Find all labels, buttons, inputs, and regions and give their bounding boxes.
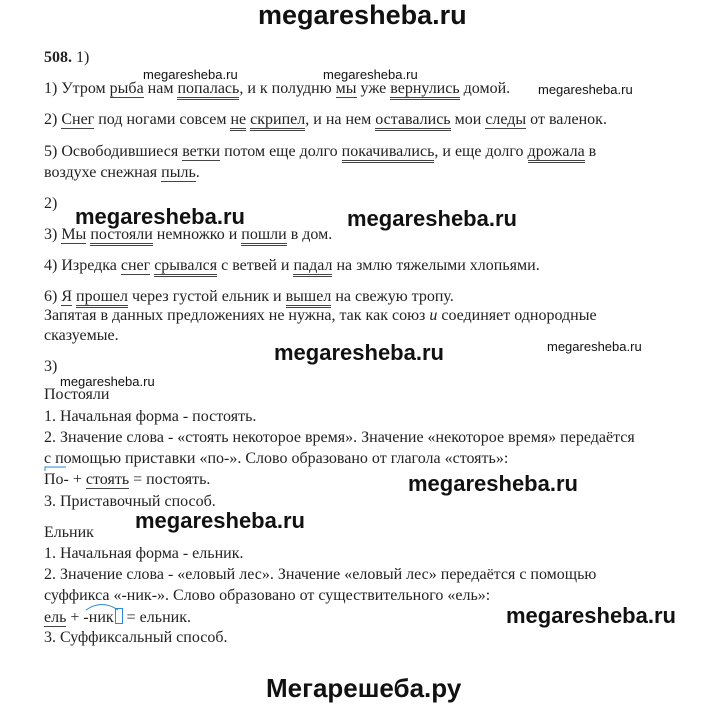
watermark-big-5: megaresheba.ru [135,508,305,533]
word-1-formula: По- + стоять = постоять. [44,471,211,488]
sentence-2: 2) Снег под ногами совсем не скрипел, и на нем оставались мои следы от валенок. [44,111,607,129]
ending-box-icon [115,608,123,624]
subject: Я [61,288,72,305]
watermark-big-6: megaresheba.ru [506,603,676,628]
word-2-line-3: суффикса «-ник-». Слово образовано от существительного «ель»: [44,587,491,604]
sentence-5: 5) Освободившиеся ветки потом еще долго покачивались, и еще долго дрожала в [44,143,596,161]
watermark-small-3: megaresheba.ru [538,82,633,97]
note-line-2: сказуемые. [44,327,119,344]
word-2-line-1: 1. Начальная форма - ельник. [44,545,244,562]
subject: ветки [182,143,221,160]
watermark-small-1: megaresheba.ru [143,67,238,82]
predicate: срывался [154,257,217,277]
predicate: вышел [286,288,332,308]
sentence-1: 1) Утром рыба нам попалась, и к полудню мы уже вернулись домой. [44,80,510,98]
watermark-big-4: megaresheba.ru [408,471,578,496]
watermark-big-3: megaresheba.ru [274,340,444,365]
watermark-small-2: megaresheba.ru [323,67,418,82]
word-2-line-2: 2. Значение слова - «еловый лес». Значение «еловый лес» передаётся с помощью [44,566,597,583]
part-1-label: 1) [76,49,90,66]
word-1-line-1: 1. Начальная форма - постоять. [44,408,257,425]
word-1-line-2: 2. Значение слова - «стоять некоторое время». Значение «некоторое время» передаётся [44,429,635,446]
part-3-label: 3) [44,358,58,375]
subject: следы [485,111,527,128]
watermark-small-5: megaresheba.ru [60,374,155,389]
word-2-line-5: 3. Суффиксальный способ. [44,629,228,646]
task-heading [44,49,89,67]
note-line-1: Запятая в данных предложениях не нужна, так как союз и соединяет однородные [44,307,597,324]
sentence-6: 6) Я прошел через густой ельник и вышел на свежую тропу. [44,288,454,306]
watermark-big-1: megaresheba.ru [75,204,245,229]
predicate: падал [293,257,332,277]
word-1-line-3: с помощью приставки «по-». Слово образовано от глагола «стоять»: [44,450,509,467]
base-word: стоять [85,471,130,488]
part-2-label: 2) [44,195,58,212]
predicate: попалась [177,80,239,100]
task-number: 508. [44,49,72,66]
word-1-title: Постояли [44,386,110,403]
word-1-line-5: 3. Приставочный способ. [44,493,216,510]
watermark-top: megaresheba.ru [258,0,467,30]
suffix: -ник [83,609,114,626]
predicate: прошел [76,288,128,308]
predicate: пошли [241,226,286,246]
predicate: постояли [90,226,152,246]
subject: рыба [109,80,144,97]
predicate: оставались [375,111,450,131]
predicate: скрипел [250,111,305,131]
word-2-formula: ель + -ник = ельник. [44,609,191,626]
watermark-bottom: Мегарешеба.ру [266,673,462,703]
subject: пыль [161,164,196,181]
word-2-title: Ельник [44,524,94,541]
subject: Мы [61,226,87,243]
subject: снег [120,257,151,274]
sentence-4: 4) Изредка снег срывался с ветвей и падал на змлю тяжелыми хлопьями. [44,257,540,275]
sentence-3: 3) Мы постояли немножко и пошли в дом. [44,226,332,244]
base-word: ель [44,609,67,626]
watermark-small-4: megaresheba.ru [547,339,642,354]
predicate: покачивались [342,143,435,163]
sentence-5-line-2: воздухе снежная пыль. [44,164,200,181]
predicate: вернулись [390,80,459,100]
predicate: дрожала [528,143,585,163]
prefix: По- [44,471,69,488]
predicate: не [230,111,246,131]
watermark-big-2: megaresheba.ru [347,206,517,231]
subject: мы [335,80,357,97]
subject: Снег [61,111,95,128]
